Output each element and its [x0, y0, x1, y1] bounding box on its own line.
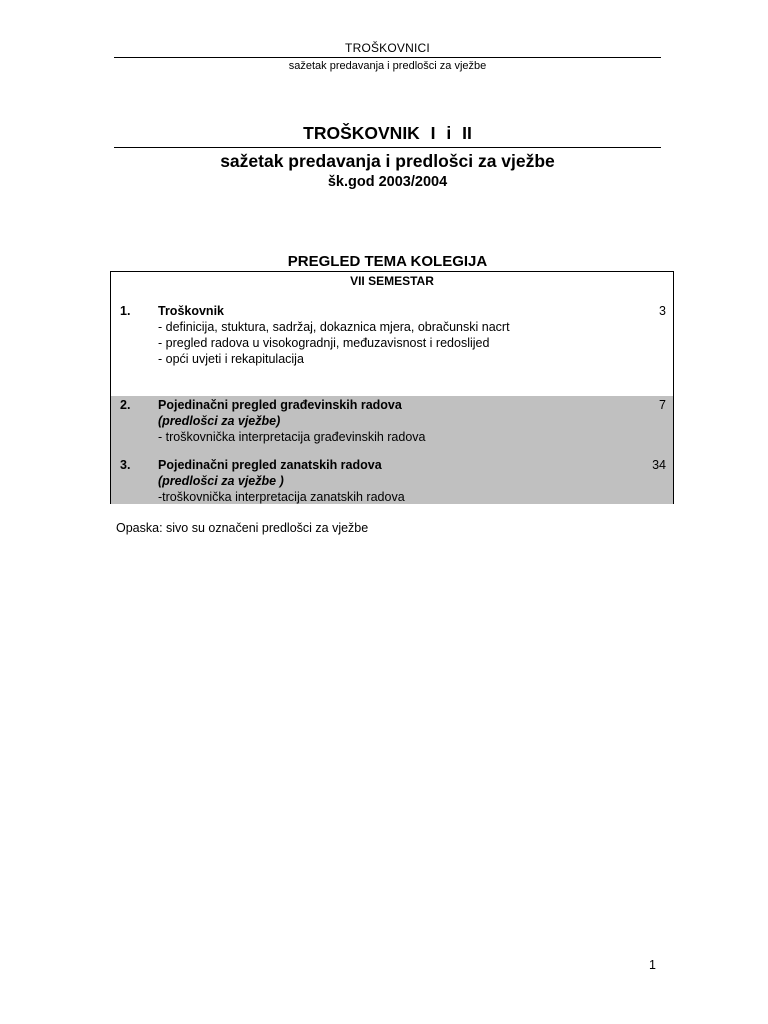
document-title: TROŠKOVNIK I i II [114, 121, 661, 148]
row-line: - troškovnička interpretacija građevinskih radova [158, 430, 426, 444]
row-page-number: 3 [659, 304, 666, 318]
row-line: - definicija, stuktura, sadržaj, dokaznica mjera, obračunski nacrt [158, 320, 510, 334]
row-title: Pojedinačni pregled zanatskih radova [158, 458, 382, 472]
running-header-subtitle: sažetak predavanja i predlošci za vježbe [288, 60, 487, 72]
row-page-number: 7 [659, 398, 666, 412]
running-header-title: TROŠKOVNICI [114, 40, 661, 58]
table-row [111, 396, 673, 446]
row-body [158, 303, 543, 367]
row-line: - opći uvjeti i rekapitulacija [158, 352, 304, 366]
row-page-number: 34 [652, 458, 666, 472]
running-header [114, 40, 661, 74]
row-title: Pojedinačni pregled građevinskih radova [158, 398, 402, 412]
row-number: 2. [120, 398, 131, 412]
title-block [114, 121, 661, 192]
row-note: (predlošci za vježbe) [158, 414, 281, 428]
row-number: 1. [120, 304, 131, 318]
table-row [111, 303, 673, 387]
school-year: šk.god 2003/2004 [327, 174, 448, 190]
row-title: Troškovnik [158, 304, 224, 318]
row-line: -troškovnička interpretacija zanatskih radova [158, 490, 405, 504]
table-heading: PREGLED TEMA KOLEGIJA [287, 253, 488, 270]
remark-note: Opaska: sivo su označeni predlošci za vježbe [116, 521, 369, 535]
page-number: 1 [649, 958, 656, 972]
row-body [158, 397, 543, 445]
row-line: - pregled radova u visokogradnji, međuzavisnost i redoslijed [158, 336, 490, 350]
table-row [111, 446, 673, 504]
document-subtitle: sažetak predavanja i predlošci za vježbe [220, 151, 555, 171]
row-note: (predlošci za vježbe ) [158, 474, 284, 488]
semester-label: VII SEMESTAR [350, 274, 434, 288]
row-body [158, 457, 543, 505]
row-number: 3. [120, 458, 131, 472]
topics-table [110, 271, 674, 504]
